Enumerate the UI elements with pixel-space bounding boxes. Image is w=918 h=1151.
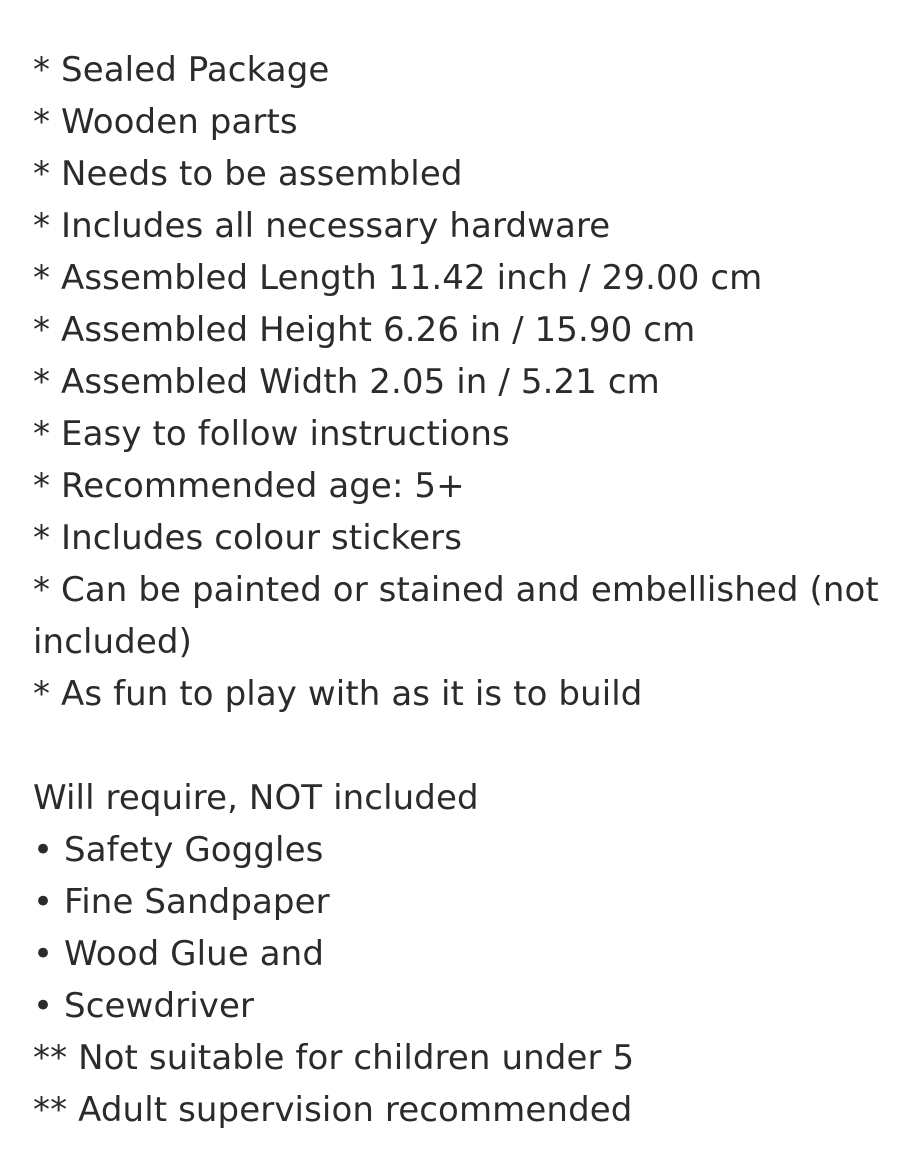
feature-item: * As fun to play with as it is to build xyxy=(33,674,643,714)
warning-item: ** Adult supervision recommended xyxy=(33,1090,633,1130)
product-description xyxy=(33,44,903,1136)
requirement-item: • Scewdriver xyxy=(33,986,255,1026)
feature-item: * Sealed Package xyxy=(33,50,330,90)
warning-item: ** Not suitable for children under 5 xyxy=(33,1038,635,1078)
features-list xyxy=(33,44,903,720)
section-spacer xyxy=(33,720,903,772)
feature-item: * Includes colour stickers xyxy=(33,518,463,558)
feature-item: * Assembled Length 11.42 inch / 29.00 cm xyxy=(33,258,763,298)
requirements-heading: Will require, NOT included xyxy=(33,778,479,818)
feature-item: * Needs to be assembled xyxy=(33,154,463,194)
warnings-section xyxy=(33,1032,903,1136)
requirement-item: • Safety Goggles xyxy=(33,830,324,870)
requirement-item: • Fine Sandpaper xyxy=(33,882,330,922)
requirements-section xyxy=(33,772,903,1032)
feature-item: * Assembled Height 6.26 in / 15.90 cm xyxy=(33,310,696,350)
feature-item: * Recommended age: 5+ xyxy=(33,466,465,506)
feature-item: * Can be painted or stained and embellished (not included) xyxy=(33,570,879,662)
feature-item: * Wooden parts xyxy=(33,102,298,142)
requirement-item: • Wood Glue and xyxy=(33,934,325,974)
feature-item: * Easy to follow instructions xyxy=(33,414,510,454)
feature-item: * Assembled Width 2.05 in / 5.21 cm xyxy=(33,362,660,402)
feature-item: * Includes all necessary hardware xyxy=(33,206,611,246)
